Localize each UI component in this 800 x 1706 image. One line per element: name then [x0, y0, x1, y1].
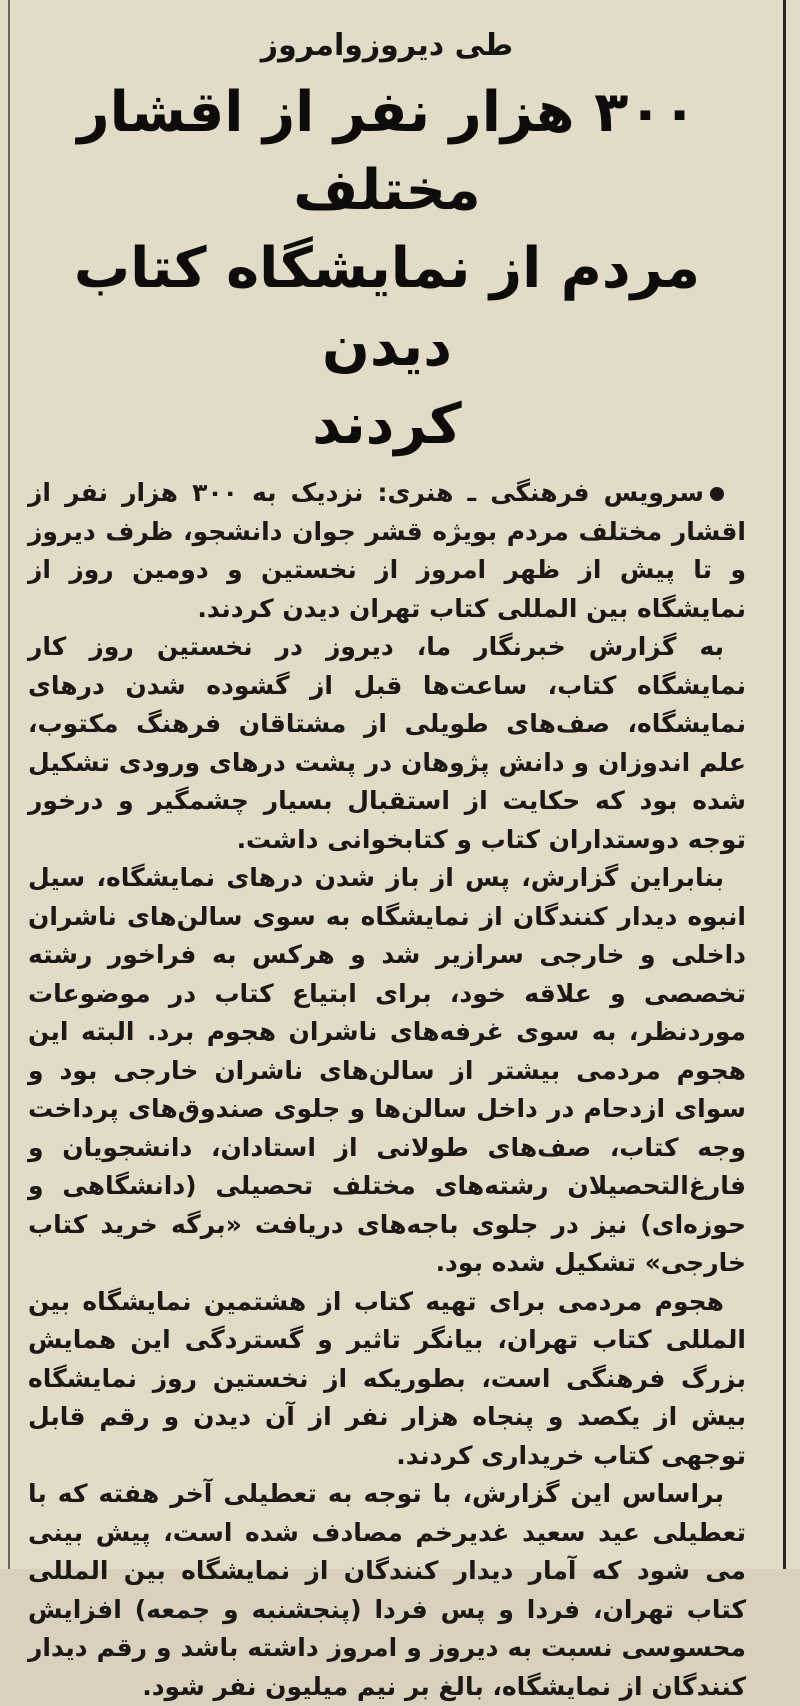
- article-body: [28, 474, 746, 1706]
- article: [28, 0, 746, 1706]
- paragraph-4: هجوم مردمی برای تهیه کتاب از هشتمین نمایشگاه بین المللی کتاب تهران، بیانگر تاثیر و گستردگی این همایش بزرگ فرهنگی است، بطوریکه از نخستین روز نمایشگاه بیش از یکصد و پنجاه هزار نفر از آن دیدن و رقم قابل توجهی کتاب خریداری کردند.: [28, 1286, 746, 1470]
- paragraph-1: [28, 474, 746, 628]
- article-kicker: طی دیروزوامروز: [260, 28, 514, 63]
- headline-line-1: ۳۰۰ هزار نفر از اقشار مختلف: [77, 80, 697, 223]
- paragraph-2: به گزارش خبرنگار ما، دیروز در نخستین روز کار نمایشگاه کتاب، ساعت‌ها قبل از گشوده شدن درهای نمایشگاه، صف‌های طویلی از مشتاقان فرهنگ مکتوب، علم اندوزان و دانش پژوهان در پشت درهای ورودی تشکیل شده بود که حکایت از استقبال بسیار چشمگیر و درخور توجه دوستداران کتاب و کتابخوانی داشت.: [28, 632, 746, 854]
- headline-line-2: مردم از نمایشگاه کتاب دیدن: [73, 236, 701, 379]
- article-headline: [28, 74, 746, 464]
- paragraph-5: براساس این گزارش، با توجه به تعطیلی آخر هفته که با تعطیلی عید سعید غدیرخم مصادف شده است، پیش بینی می شود که آمار دیدار کنندگان از نمایشگاه بین المللی کتاب تهران، فردا و پس فردا (پنجشنبه و جمعه) افزایش محسوسی نسبت به دیروز و امروز داشته باشد و رقم دیدار کنندگان از نمایشگاه، بالغ بر نیم میلیون نفر شود.: [28, 1479, 746, 1701]
- bullet-icon: [710, 487, 724, 501]
- column-rule-left: [8, 0, 10, 1569]
- headline-line-3: کردند: [312, 392, 462, 457]
- column-rule-right: [783, 0, 786, 1569]
- paragraph-1-text: سرویس فرهنگی ـ هنری: نزدیک به ۳۰۰ هزار نفر از اقشار مختلف مردم بویژه قشر جوان دانشجو، ظرف دیروز و تا پیش از ظهر امروز از نخستین و دومین روز از نمایشگاه بین المللی کتاب تهران دیدن کردند.: [28, 478, 746, 623]
- paragraph-3: بنابراین گزارش، پس از باز شدن درهای نمایشگاه، سیل انبوه دیدار کنندگان از نمایشگاه به سوی سالن‌های ناشران داخلی و خارجی سرازیر شد و هرکس به فراخور رشته تخصصی و علاقه خود، برای ابتیاع کتاب در موضوعات موردنظر، به سوی غرفه‌های ناشران هجوم برد. البته این هجوم مردمی بیشتر از سالن‌های ناشران خارجی بود و سوای ازدحام در داخل سالن‌ها و جلوی صندوق‌های پرداخت وجه کتاب، صف‌های طولانی از استادان، دانشجویان و فارغ‌التحصیلان رشته‌های مختلف تحصیلی (دانشگاهی و حوزه‌ای) نیز در جلوی باجه‌های دریافت «برگه خرید کتاب خارجی» تشکیل شده بود.: [28, 863, 746, 1277]
